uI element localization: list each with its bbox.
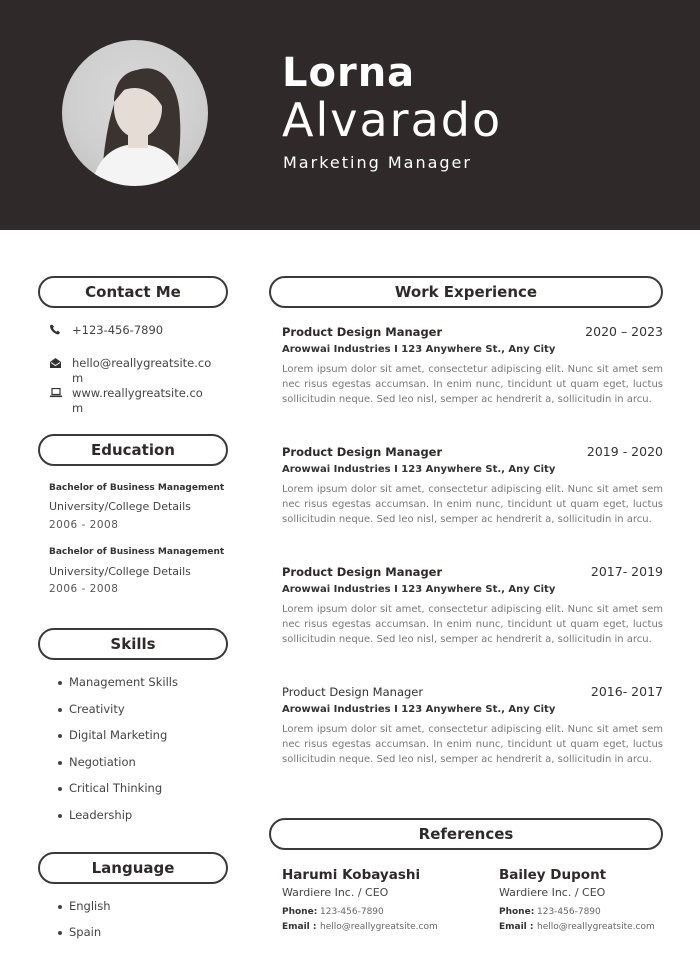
email-label: Email : bbox=[282, 922, 317, 932]
skill-item: Critical Thinking bbox=[58, 781, 178, 808]
job-role: Product Design Manager bbox=[282, 325, 443, 339]
reference-card bbox=[282, 867, 438, 932]
language-list bbox=[58, 899, 111, 951]
job-title: Marketing Manager bbox=[283, 153, 472, 172]
reference-email[interactable]: hello@reallygreatsite.com bbox=[320, 922, 438, 932]
job-entry bbox=[282, 444, 663, 527]
skills-heading: Skills bbox=[38, 628, 228, 660]
job-company: Arowwai Industries I 123 Anywhere St., Any City bbox=[282, 704, 556, 715]
job-company: Arowwai Industries I 123 Anywhere St., Any City bbox=[282, 584, 556, 595]
reference-email[interactable]: hello@reallygreatsite.com bbox=[537, 922, 655, 932]
job-description: Lorem ipsum dolor sit amet, consectetur adipiscing elit. Nunc sit amet sem nec risus egestas accumsan. In enim nunc, tincidunt ut quam eget, luctus sollicitudin neque. Sed leo nisl, semper ac hendrerit a, sollicitudin in arcu. bbox=[282, 364, 663, 405]
job-company: Arowwai Industries I 123 Anywhere St., Any City bbox=[282, 464, 556, 475]
job-description: Lorem ipsum dolor sit amet, consectetur adipiscing elit. Nunc sit amet sem nec risus egestas accumsan. In enim nunc, tincidunt ut quam eget, luctus sollicitudin neque. Sed leo nisl, semper ac hendrerit a, sollicitudin in arcu. bbox=[282, 484, 663, 525]
skill-item: Leadership bbox=[58, 808, 178, 835]
reference-name: Harumi Kobayashi bbox=[282, 867, 421, 883]
language-item: English bbox=[58, 899, 111, 925]
contact-phone-row bbox=[50, 323, 212, 338]
contact-website-row bbox=[50, 386, 212, 416]
phone-icon bbox=[50, 323, 72, 338]
language-heading: Language bbox=[38, 852, 228, 884]
reference-phone: 123-456-7890 bbox=[537, 907, 601, 917]
first-name: Lorna bbox=[282, 50, 416, 96]
education-years: 2006 - 2008 bbox=[49, 519, 119, 531]
contact-website[interactable]: www.reallygreatsite.com bbox=[72, 386, 203, 415]
reference-name: Bailey Dupont bbox=[499, 867, 607, 883]
phone-label: Phone: bbox=[282, 907, 318, 917]
job-entry bbox=[282, 324, 663, 407]
job-role: Product Design Manager bbox=[282, 685, 424, 699]
job-years: 2016- 2017 bbox=[590, 684, 663, 699]
reference-phone-line bbox=[282, 907, 438, 917]
education-degree: Bachelor of Business Management bbox=[49, 547, 225, 557]
work-experience-heading: Work Experience bbox=[269, 276, 663, 308]
education-school: University/College Details bbox=[49, 565, 191, 578]
education-school: University/College Details bbox=[49, 500, 191, 513]
job-years: 2020 – 2023 bbox=[585, 324, 663, 339]
skill-item: Digital Marketing bbox=[58, 728, 178, 755]
education-heading: Education bbox=[38, 434, 228, 466]
job-years: 2017- 2019 bbox=[590, 564, 663, 579]
email-label: Email : bbox=[499, 922, 534, 932]
job-years: 2019 - 2020 bbox=[586, 444, 663, 459]
job-company: Arowwai Industries I 123 Anywhere St., Any City bbox=[282, 344, 556, 355]
profile-photo bbox=[62, 40, 208, 186]
last-name: Alvarado bbox=[282, 93, 503, 147]
contact-email[interactable]: hello@reallygreatsite.com bbox=[72, 356, 212, 385]
laptop-icon bbox=[50, 386, 72, 401]
mail-icon bbox=[50, 356, 72, 371]
header-banner bbox=[0, 0, 700, 230]
skill-item: Management Skills bbox=[58, 675, 178, 702]
job-entry bbox=[282, 684, 663, 767]
phone-label: Phone: bbox=[499, 907, 535, 917]
skills-list bbox=[58, 675, 178, 835]
education-degree: Bachelor of Business Management bbox=[49, 483, 225, 493]
language-item: Spain bbox=[58, 925, 111, 951]
reference-phone: 123-456-7890 bbox=[320, 907, 384, 917]
references-heading: References bbox=[269, 818, 663, 850]
reference-phone-line bbox=[499, 907, 655, 917]
contact-phone: +123-456-7890 bbox=[72, 323, 164, 337]
reference-company: Wardiere Inc. / CEO bbox=[282, 886, 389, 899]
job-description: Lorem ipsum dolor sit amet, consectetur adipiscing elit. Nunc sit amet sem nec risus egestas accumsan. In enim nunc, tincidunt ut quam eget, luctus sollicitudin neque. Sed leo nisl, semper ac hendrerit a, sollicitudin in arcu. bbox=[282, 604, 663, 645]
reference-card bbox=[499, 867, 655, 932]
job-description: Lorem ipsum dolor sit amet, consectetur adipiscing elit. Nunc sit amet sem nec risus egestas accumsan. In enim nunc, tincidunt ut quam eget, luctus sollicitudin neque. Sed leo nisl, semper ac hendrerit a, sollicitudin in arcu. bbox=[282, 724, 663, 765]
job-entry bbox=[282, 564, 663, 647]
skill-item: Negotiation bbox=[58, 755, 178, 782]
reference-email-line bbox=[282, 922, 438, 932]
job-role: Product Design Manager bbox=[282, 445, 443, 459]
contact-email-row bbox=[50, 356, 212, 386]
education-years: 2006 - 2008 bbox=[49, 583, 119, 595]
skill-item: Creativity bbox=[58, 702, 178, 729]
job-role: Product Design Manager bbox=[282, 565, 443, 579]
reference-email-line bbox=[499, 922, 655, 932]
contact-heading: Contact Me bbox=[38, 276, 228, 308]
reference-company: Wardiere Inc. / CEO bbox=[499, 886, 606, 899]
